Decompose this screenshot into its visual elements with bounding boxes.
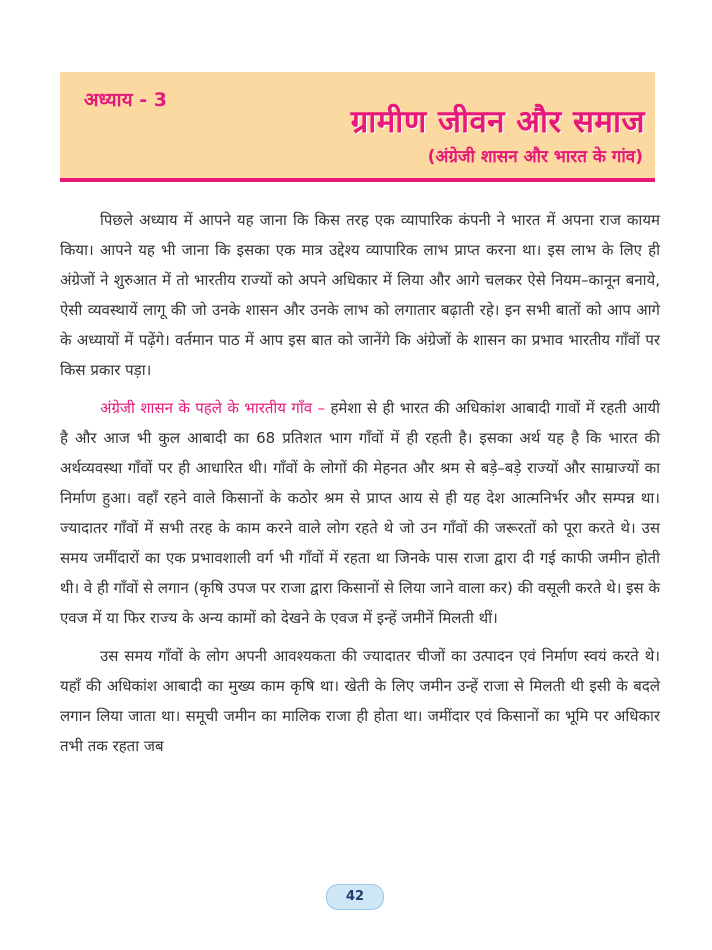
paragraph-3 [60, 641, 660, 761]
chapter-header [60, 72, 655, 182]
chapter-subtitle: (अंग्रेजी शासन और भारत के गांव) [427, 147, 643, 167]
chapter-label: अध्याय - 3 [84, 89, 167, 111]
paragraph-1 [60, 205, 660, 385]
paragraph-2 [60, 393, 660, 633]
chapter-title: ग्रामीण जीवन और समाज [350, 104, 645, 140]
paragraph-1-text: पिछले अध्याय में आपने यह जाना कि किस तरह एक व्यापारिक कंपनी ने भारत में अपना राज कायम किया। आपने यह भी जाना कि इसका एक मात्र उद्देश्य व्यापारिक लाभ प्राप्त करना था। इस लाभ के लिए ही अंग्रेजों ने शुरुआत में तो भारतीय राज्यों को अपने अधिकार में लिया और आगे चलकर ऐसे नियम–कानून बनाये, ऐसी व्यवस्थायें लागू की जो उनके शासन और उनके लाभ को लगातार बढ़ाती रहे। इन सभी बातों को आप आगे के अध्यायों में पढ़ेंगे। वर्तमान पाठ में आप इस बात को जानेंगे कि अंग्रेजों के शासन का प्रभाव भारतीय गाँवों पर किस प्रकार पड़ा। [60, 211, 660, 379]
page-number-badge: 42 [326, 884, 384, 910]
chapter-body [60, 205, 660, 761]
section-heading-inline: अंग्रेजी शासन के पहले के भारतीय गाँव – [100, 399, 326, 417]
paragraph-2-text: हमेशा से ही भारत की अधिकांश आबादी गावों में रहती आयी है और आज भी कुल आबादी का 68 प्रतिशत भाग गाँवों में ही रहती है। इसका अर्थ यह है कि भारत की अर्थव्यवस्था गाँवों पर ही आधारित थी। गाँवों के लोगों की मेहनत और श्रम से बड़े–बड़े राज्यों और साम्राज्यों का निर्माण हुआ। वहाँ रहने वाले किसानों के कठोर श्रम से प्राप्त आय से ही यह देश आत्मनिर्भर और सम्पन्न था। ज्यादातर गाँवों में सभी तरह के काम करने वाले लोग रहते थे जो उन गाँवों की जरूरतों को पूरा करते थे। उस समय जमींदारों का एक प्रभावशाली वर्ग भी गाँवों में रहता था जिनके पास राजा द्वारा दी गई काफी जमीन होती थी। वे ही गाँवों से लगान (कृषि उपज पर राजा द्वारा किसानों से लिया जाने वाला कर) की वसूली करते थे। इस के एवज में या फिर राज्य के अन्य कामों को देखने के एवज में इन्हें जमीनें मिलती थीं। [60, 399, 660, 627]
paragraph-3-text: उस समय गाँवों के लोग अपनी आवश्यकता की ज्यादातर चीजों का उत्पादन एवं निर्माण स्वयं करते थे। यहाँ की अधिकांश आबादी का मुख्य काम कृषि था। खेती के लिए जमीन उन्हें राजा से मिलती थी इसी के बदले लगान लिया जाता था। समूची जमीन का मालिक राजा ही होता था। जमींदार एवं किसानों का भूमि पर अधिकार तभी तक रहता जब [60, 647, 660, 755]
